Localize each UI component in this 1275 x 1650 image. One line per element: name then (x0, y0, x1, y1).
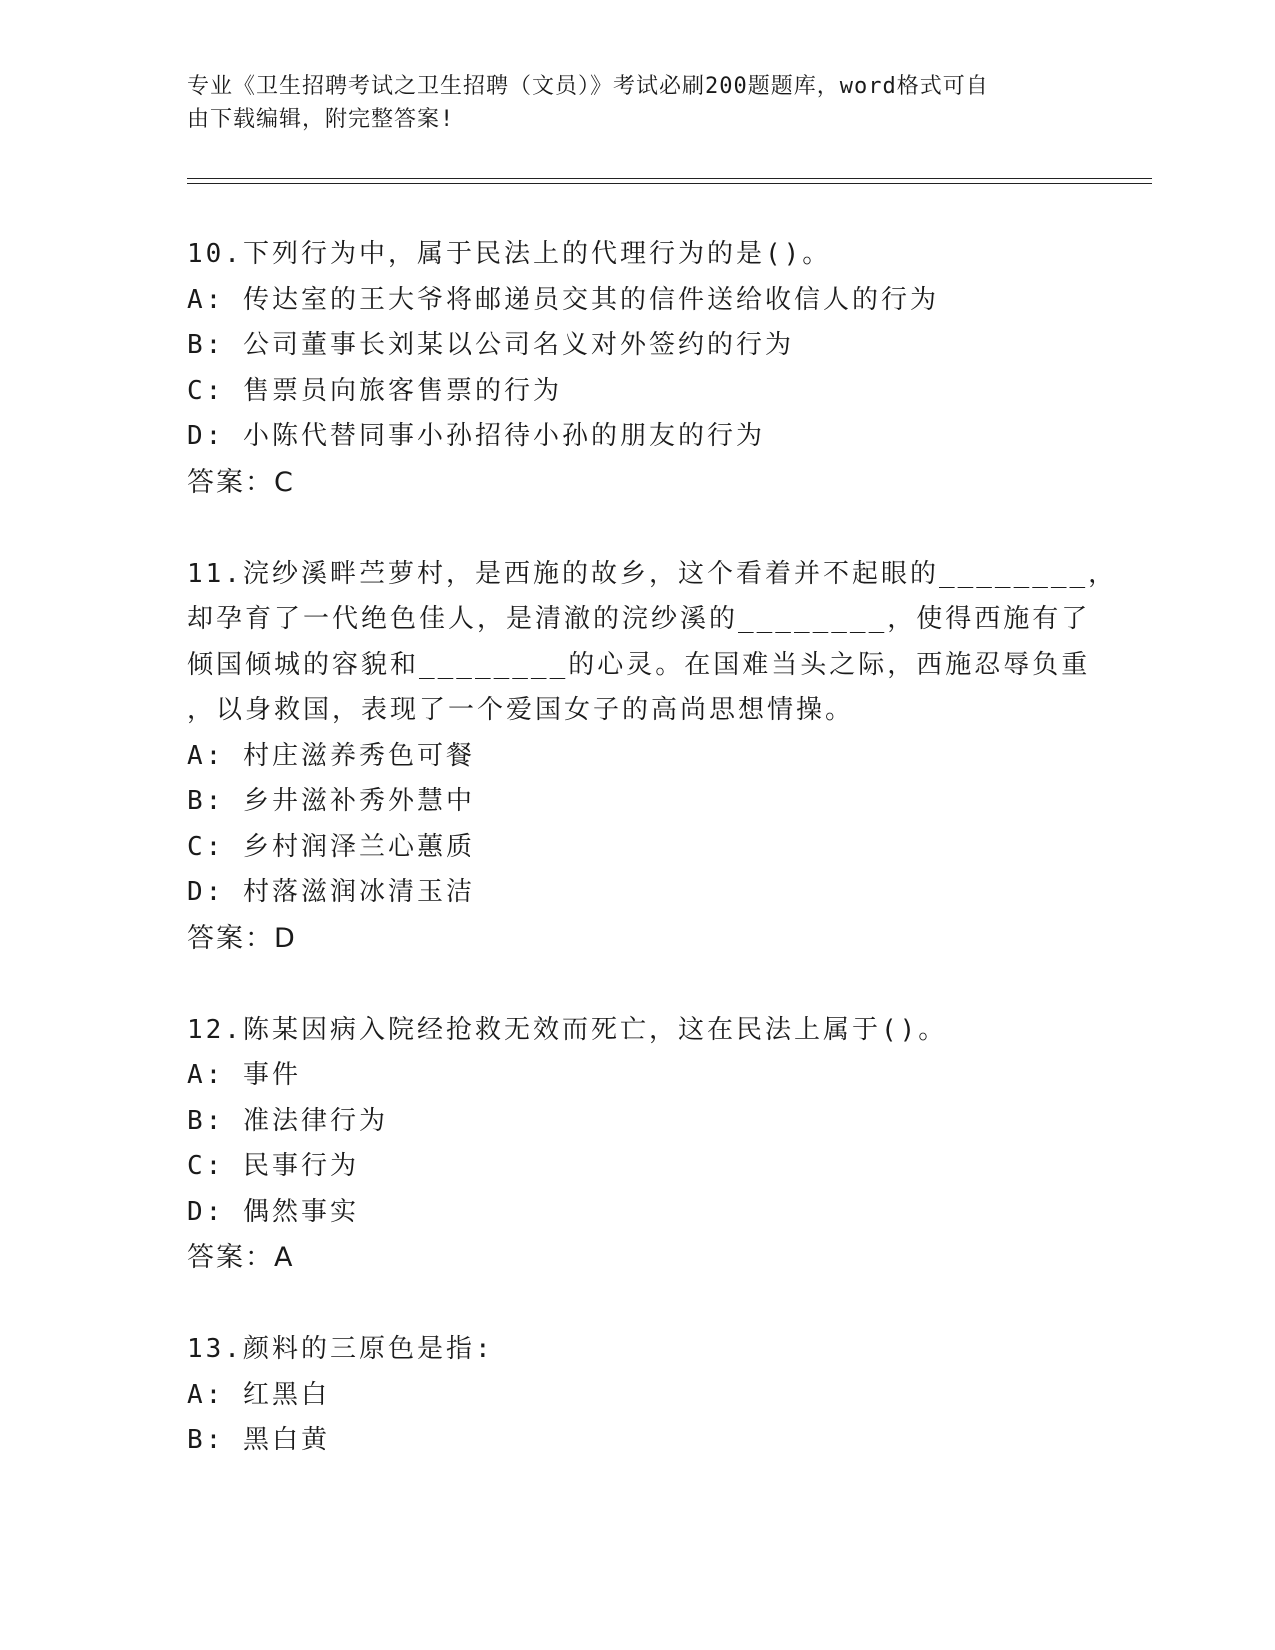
document-header (187, 70, 1067, 136)
stem-line: 12.陈某因病入院经抢救无效而死亡，这在民法上属于()。 (187, 1014, 948, 1045)
question-13 (187, 1327, 1067, 1464)
answer-line: 答案：C (187, 466, 295, 498)
option-a: A: 传达室的王大爷将邮递员交其的信件送给收信人的行为 (187, 284, 939, 315)
question-list (187, 232, 1118, 1510)
stem-line: 倾国倾城的容貌和________的心灵。在国难当头之际，西施忍辱负重 (187, 649, 1091, 680)
stem-line: 11.浣纱溪畔苎萝村，是西施的故乡，这个看着并不起眼的________， (187, 558, 1118, 589)
header-divider (187, 178, 1152, 184)
question-stem (187, 552, 1118, 734)
stem-line: 10.下列行为中，属于民法上的代理行为的是()。 (187, 239, 832, 269)
option-b: B: 乡井滋补秀外慧中 (187, 786, 475, 816)
question-stem (187, 1327, 1067, 1373)
question-11 (187, 552, 1118, 962)
option-b: B: 公司董事长刘某以公司名义对外签约的行为 (187, 330, 794, 360)
stem-line: ，以身救国，表现了一个爱国女子的高尚思想情操。 (187, 695, 855, 725)
question-10 (187, 232, 1067, 506)
option-d: D: 村落滋润冰清玉洁 (187, 877, 475, 907)
question-stem (187, 232, 1067, 278)
question-stem (187, 1008, 1067, 1054)
header-line-1: 专业《卫生招聘考试之卫生招聘（文员）》考试必刷200题题库，word格式可自 (187, 74, 989, 99)
answer-line: 答案：D (187, 922, 297, 954)
option-a: A: 红黑白 (187, 1379, 330, 1410)
answer-line: 答案：A (187, 1242, 295, 1273)
option-c: C: 乡村润泽兰心蕙质 (187, 831, 475, 862)
header-line-2: 由下载编辑，附完整答案! (187, 107, 455, 132)
option-b: B: 准法律行为 (187, 1105, 388, 1136)
option-d: D: 小陈代替同事小孙招待小孙的朋友的行为 (187, 421, 765, 451)
stem-line: 13.颜料的三原色是指: (187, 1334, 494, 1364)
option-c: C: 售票员向旅客售票的行为 (187, 375, 562, 406)
option-d: D: 偶然事实 (187, 1196, 359, 1227)
option-a: A: 村庄滋养秀色可餐 (187, 740, 475, 771)
question-12 (187, 1008, 1067, 1282)
option-b: B: 黑白黄 (187, 1425, 330, 1455)
option-c: C: 民事行为 (187, 1151, 359, 1181)
stem-line: 却孕育了一代绝色佳人，是清澈的浣纱溪的________，使得西施有了 (187, 604, 1091, 634)
option-a: A: 事件 (187, 1060, 301, 1090)
